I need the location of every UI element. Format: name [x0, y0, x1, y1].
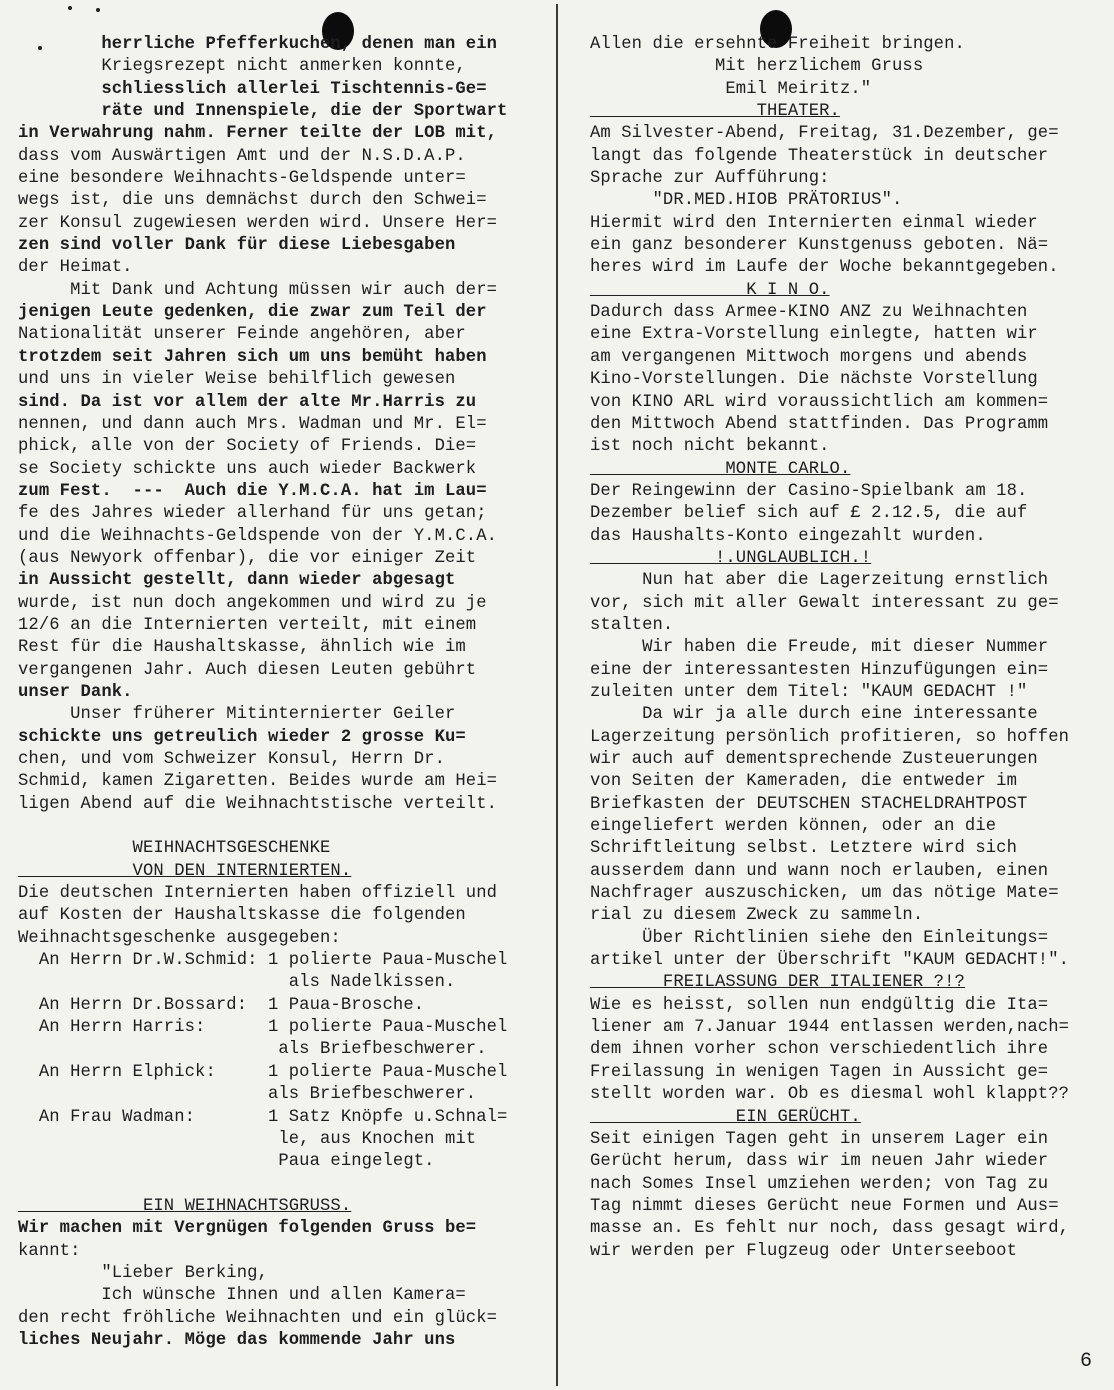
right-column-text-line: Tag nimmt dieses Gerücht neue Formen und Aus= [590, 1196, 1059, 1216]
left-column-text-line: VON DEN INTERNIERTEN. [18, 861, 352, 881]
left-column-text-line: vergangenen Jahr. Auch diesen Leuten gebührt [18, 660, 477, 680]
left-column-text-line: An Herrn Elphick: 1 polierte Paua-Muschel [18, 1062, 508, 1082]
left-column-text-line: schickte uns getreulich wieder 2 grosse Ku= [18, 727, 466, 747]
right-column-text-line: Kino-Vorstellungen. Die nächste Vorstellung [590, 370, 1038, 390]
left-column-text-line: Ich wünsche Ihnen und allen Kamera= [18, 1286, 466, 1306]
right-column-text-line: wir werden per Flugzeug oder Unterseeboot [590, 1241, 1017, 1261]
left-column-text-line: phick, alle von der Society of Friends. Die= [18, 437, 477, 457]
right-column-text-line: Freilassung in wenigen Tagen in Aussicht ge= [590, 1062, 1049, 1082]
right-column-text-line: ist noch nicht bekannt. [590, 437, 830, 457]
right-column-text-line: dem ihnen vorher schon verschiedentlich ihre [590, 1040, 1049, 1060]
left-column-text-line: Nationalität unserer Feinde angehören, aber [18, 325, 466, 345]
right-column-text-line: Wir haben die Freude, mit dieser Nummer [590, 638, 1049, 658]
left-column-text-line: herrliche Pfefferkuchen, denen man ein [18, 35, 498, 54]
left-column-text-line: auf Kosten der Haushaltskasse die folgenden [18, 906, 466, 926]
left-column-text-line: jenigen Leute gedenken, die zwar zum Teil der [18, 303, 487, 323]
left-column-text-line: An Herrn Harris: 1 polierte Paua-Muschel [18, 1018, 508, 1038]
right-column-text-line: wir auch auf dementsprechende Zusteuerungen [590, 750, 1038, 769]
right-column-text-line: das Haushalts-Konto eingezahlt wurden. [590, 526, 986, 546]
right-column-text-line: Allen die ersehnte Freiheit bringen. [590, 35, 965, 54]
left-column-text-line: wegs ist, die uns demnächst durch den Schwei= [18, 191, 487, 211]
left-column-text-line: zen sind voller Dank für diese Liebesgaben [18, 236, 456, 256]
left-column-text-line: zum Fest. --- Auch die Y.M.C.A. hat im Lau= [18, 481, 487, 501]
right-column-text-line: eine Extra-Vorstellung einlegte, hatten wir [590, 325, 1038, 345]
right-column-text-line: ein ganz besonderer Kunstgenuss geboten. Nä= [590, 236, 1049, 256]
left-column-text-line: WEIHNACHTSGESCHENKE [18, 839, 331, 859]
right-column-text-line: langt das folgende Theaterstück in deutscher [590, 146, 1049, 166]
right-column-text-line: Nun hat aber die Lagerzeitung ernstlich [590, 571, 1049, 591]
right-column-text-line: Hiermit wird den Internierten einmal wieder [590, 213, 1038, 233]
left-column-text-line: fe des Jahres wieder allerhand für uns getan; [18, 504, 487, 524]
right-column-text-line: Über Richtlinien siehe den Einleitungs= [590, 928, 1049, 948]
right-column-text-line: Lagerzeitung persönlich profitieren, so hoffen [590, 727, 1070, 747]
left-column-text-line: EIN WEIHNACHTSGRUSS. [18, 1196, 352, 1216]
left-column-text-line: der Heimat. [18, 258, 133, 278]
left-column-text-line: Kriegsrezept nicht anmerken konnte, [18, 57, 466, 77]
right-column-text-line: K I N O. [590, 280, 830, 300]
left-column-text-line: ligen Abend auf die Weihnachtstische verteilt. [18, 794, 498, 814]
left-column-text-line: An Frau Wadman: 1 Satz Knöpfe u.Schnal= [18, 1107, 508, 1127]
right-column-text-line: eingeliefert werden können, oder an die [590, 817, 997, 837]
left-column-text-line: als Nadelkissen. [18, 973, 456, 993]
left-column-text-line: Schmid, kamen Zigaretten. Beides wurde am Hei= [18, 772, 498, 792]
right-column [590, 34, 1112, 1263]
right-column-text-line: vor, sich mit aller Gewalt interessant zu ge= [590, 593, 1059, 613]
left-column-text-line: dass vom Auswärtigen Amt und der N.S.D.A.P. [18, 146, 466, 166]
left-column-text-line: räte und Innenspiele, die der Sportwart [18, 102, 508, 122]
ink-speck [96, 8, 100, 12]
left-column-text-line: "Lieber Berking, [18, 1263, 268, 1283]
left-column-text-line: in Verwahrung nahm. Ferner teilte der LOB mit, [18, 124, 498, 144]
right-column-text-line: Seit einigen Tagen geht in unserem Lager ein [590, 1129, 1049, 1149]
right-column-text-line: Emil Meiritz." [590, 79, 872, 99]
right-column-text-line: liener am 7.Januar 1944 entlassen werden,nach= [590, 1018, 1070, 1038]
right-column-text-line: Am Silvester-Abend, Freitag, 31.Dezember, ge= [590, 124, 1059, 144]
right-column-text-line: FREILASSUNG DER ITALIENER ?!? [590, 973, 965, 993]
ink-speck [68, 6, 72, 10]
left-column-text-line: und die Weihnachts-Geldspende von der Y.M.C.A. [18, 526, 498, 546]
left-column-text-line: trotzdem seit Jahren sich um uns bemüht haben [18, 347, 487, 367]
left-column-text-line [18, 1174, 550, 1196]
left-column-text-line: se Society schickte uns auch wieder Backwerk [18, 459, 477, 479]
left-column-text-line: sind. Da ist vor allem der alte Mr.Harris zu [18, 392, 477, 412]
right-column-text-line: Schriftleitung selbst. Letztere wird sich [590, 839, 1017, 859]
left-column-text-line: wurde, ist nun doch angekommen und wird zu je [18, 593, 487, 613]
left-column [18, 34, 550, 1352]
right-column-text-line: Sprache zur Aufführung: [590, 169, 830, 189]
left-column-text-line: An Herrn Dr.W.Schmid: 1 polierte Paua-Muschel [18, 951, 508, 971]
left-column-text-line: le, aus Knochen mit [18, 1129, 477, 1149]
right-column-text-line: Briefkasten der DEUTSCHEN STACHELDRAHTPOST [590, 794, 1028, 814]
right-column-text-line: rial zu diesem Zweck zu sammeln. [590, 906, 924, 926]
left-column-text-line: nennen, und dann auch Mrs. Wadman und Mr. El= [18, 414, 487, 434]
right-column-text-line: Mit herzlichem Gruss [590, 57, 924, 77]
right-column-text-line: den Mittwoch Abend stattfinden. Das Programm [590, 414, 1049, 434]
left-column-text-line: liches Neujahr. Möge das kommende Jahr uns [18, 1330, 456, 1350]
right-column-text-line: stellt worden war. Ob es diesmal wohl klappt?? [590, 1085, 1070, 1105]
right-column-text-line: ausserdem dann und wann noch erlauben, einen [590, 861, 1049, 881]
left-column-text-line: und uns in vieler Weise behilflich gewesen [18, 370, 456, 390]
left-column-text-line: Weihnachtsgeschenke ausgegeben: [18, 928, 341, 948]
right-column-text-line: Da wir ja alle durch eine interessante [590, 705, 1038, 725]
column-divider [556, 4, 558, 1386]
right-column-text-line: masse an. Es fehlt nur noch, dass gesagt wird, [590, 1219, 1070, 1239]
left-column-text-line: Unser früherer Mitinternierter Geiler [18, 705, 456, 725]
left-column-text-line: in Aussicht gestellt, dann wieder abgesagt [18, 571, 456, 591]
right-column-text-line: am vergangenen Mittwoch morgens und abends [590, 347, 1028, 367]
right-column-text-line: EIN GERÜCHT. [590, 1107, 861, 1127]
left-column-text-line: Paua eingelegt. [18, 1152, 435, 1172]
page-number: 6 [1080, 1350, 1093, 1373]
left-column-text-line: als Briefbeschwerer. [18, 1085, 477, 1105]
left-column-text-line: Die deutschen Internierten haben offiziell und [18, 884, 498, 904]
left-column-text-line [18, 816, 550, 838]
left-column-text-line: zer Konsul zugewiesen werden wird. Unsere Her= [18, 213, 498, 233]
left-column-text-line: den recht fröhliche Weihnachten und ein glück= [18, 1308, 498, 1328]
right-column-text-line: Der Reingewinn der Casino-Spielbank am 18. [590, 481, 1028, 501]
left-column-text-line: 12/6 an die Internierten verteilt, mit einem [18, 615, 477, 635]
right-column-text-line: "DR.MED.HIOB PRÄTORIUS". [590, 191, 903, 211]
left-column-text-line: (aus Newyork offenbar), die vor einiger Zeit [18, 548, 477, 568]
right-column-text-line: THEATER. [590, 102, 840, 122]
left-column-text-line: Wir machen mit Vergnügen folgenden Gruss be= [18, 1219, 477, 1239]
right-column-text-line: Dadurch dass Armee-KINO ANZ zu Weihnachten [590, 303, 1028, 323]
right-column-text-line: von KINO ARL wird voraussichtlich am kommen= [590, 392, 1049, 412]
left-column-text-line: Rest für die Haushaltskasse, ähnlich wie im [18, 638, 466, 658]
left-column-text-line: unser Dank. [18, 682, 133, 702]
left-column-text-line: schliesslich allerlei Tischtennis-Ge= [18, 79, 487, 99]
right-column-text-line: Gerücht herum, dass wir im neuen Jahr wieder [590, 1152, 1049, 1172]
right-column-text-line: !.UNGLAUBLICH.! [590, 548, 872, 568]
left-column-text-line: als Briefbeschwerer. [18, 1040, 487, 1060]
right-column-text-line: von Seiten der Kameraden, die entweder im [590, 772, 1017, 792]
left-column-text-line: kannt: [18, 1241, 81, 1261]
right-column-text-line: heres wird im Laufe der Woche bekanntgegeben. [590, 258, 1059, 278]
right-column-text-line: Dezember belief sich auf £ 2.12.5, die auf [590, 504, 1028, 524]
right-column-text-line: artikel unter der Überschrift "KAUM GEDACHT!". [590, 951, 1070, 971]
left-column-text-line: An Herrn Dr.Bossard: 1 Paua-Brosche. [18, 995, 425, 1015]
right-column-text-line: eine der interessantesten Hinzufügungen ein= [590, 660, 1049, 680]
right-column-text-line: MONTE CARLO. [590, 459, 851, 479]
left-column-text-line: Mit Dank und Achtung müssen wir auch der= [18, 280, 498, 300]
right-column-text-line: Nachfrager auszuschicken, um das nötige Mate= [590, 884, 1059, 904]
right-column-text-line: Wie es heisst, sollen nun endgültig die Ita= [590, 995, 1049, 1015]
right-column-text-line: nach Somes Insel umziehen werden; von Tag zu [590, 1174, 1049, 1194]
left-column-text-line: chen, und vom Schweizer Konsul, Herrn Dr. [18, 750, 445, 769]
right-column-text-line: stalten. [590, 615, 674, 635]
left-column-text-line: eine besondere Weihnachts-Geldspende unter= [18, 169, 466, 189]
right-column-text-line: zuleiten unter dem Titel: "KAUM GEDACHT !" [590, 682, 1028, 702]
